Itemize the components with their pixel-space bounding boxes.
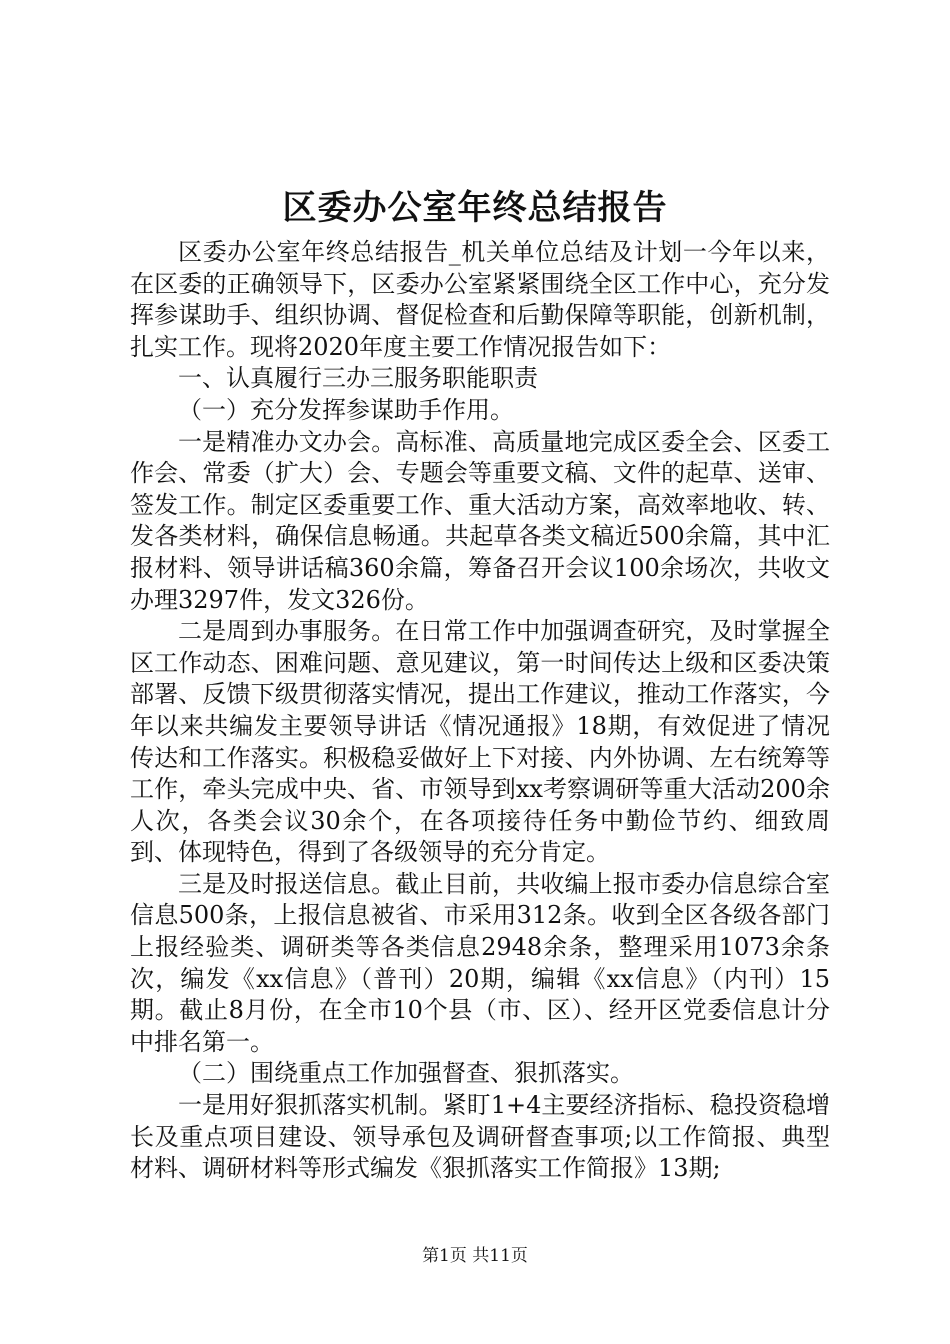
- paragraph-item-4: 一是用好狠抓落实机制。紧盯1+4主要经济指标、稳投资稳增长及重点项目建设、领导承包及调研督查事项;以工作简报、典型材料、调研材料等形式编发《狠抓落实工作简报》13期;: [130, 1091, 830, 1183]
- paragraph-item-2: 二是周到办事服务。在日常工作中加强调查研究，及时掌握全区工作动态、困难问题、意见建议，第一时间传达上级和区委决策部署、反馈下级贯彻落实情况，提出工作建议，推动工作落实，今年以来共编发主要领导讲话《情况通报》18期，有效促进了情况传达和工作落实。积极稳妥做好上下对接、内外协调、左右统筹等工作，牵头完成中央、省、市领导到xx考察调研等重大活动200余人次，各类会议30余个，在各项接待任务中勤俭节约、细致周到、体现特色，得到了各级领导的充分肯定。: [130, 617, 830, 867]
- paragraph-intro: 区委办公室年终总结报告_机关单位总结及计划一今年以来，在区委的正确领导下，区委办公室紧紧围绕全区工作中心，充分发挥参谋助手、组织协调、督促检查和后勤保障等职能，创新机制，扎实工作。现将2020年度主要工作情况报告如下：: [130, 238, 830, 361]
- document-title: 区委办公室年终总结报告: [282, 188, 668, 228]
- paragraph-item-3: 三是及时报送信息。截止目前，共收编上报市委办信息综合室信息500条，上报信息被省、市采用312条。收到全区各级各部门上报经验类、调研类等各类信息2948余条，整理采用1073余条次，编发《xx信息》（普刊）20期，编辑《xx信息》（内刊）15期。截止8月份，在全市10个县（市、区）、经开区党委信息计分中排名第一。: [130, 869, 830, 1056]
- subsection-heading-1: （一）充分发挥参谋助手作用。: [178, 395, 514, 424]
- section-heading-1: 一、认真履行三办三服务职能职责: [178, 364, 538, 393]
- subsection-heading-2: （二）围绕重点工作加强督查、狠抓落实。: [178, 1059, 634, 1088]
- paragraph-item-1: 一是精准办文办会。高标准、高质量地完成区委全会、区委工作会、常委（扩大）会、专题会等重要文稿、文件的起草、送审、签发工作。制定区委重要工作、重大活动方案，高效率地收、转、发各类材料，确保信息畅通。共起草各类文稿近500余篇，其中汇报材料、领导讲话稿360余篇，筹备召开会议100余场次，共收文办理3297件，发文326份。: [130, 427, 830, 614]
- document-body: [130, 237, 830, 1185]
- page-footer: 第1页 共11页: [422, 1246, 528, 1266]
